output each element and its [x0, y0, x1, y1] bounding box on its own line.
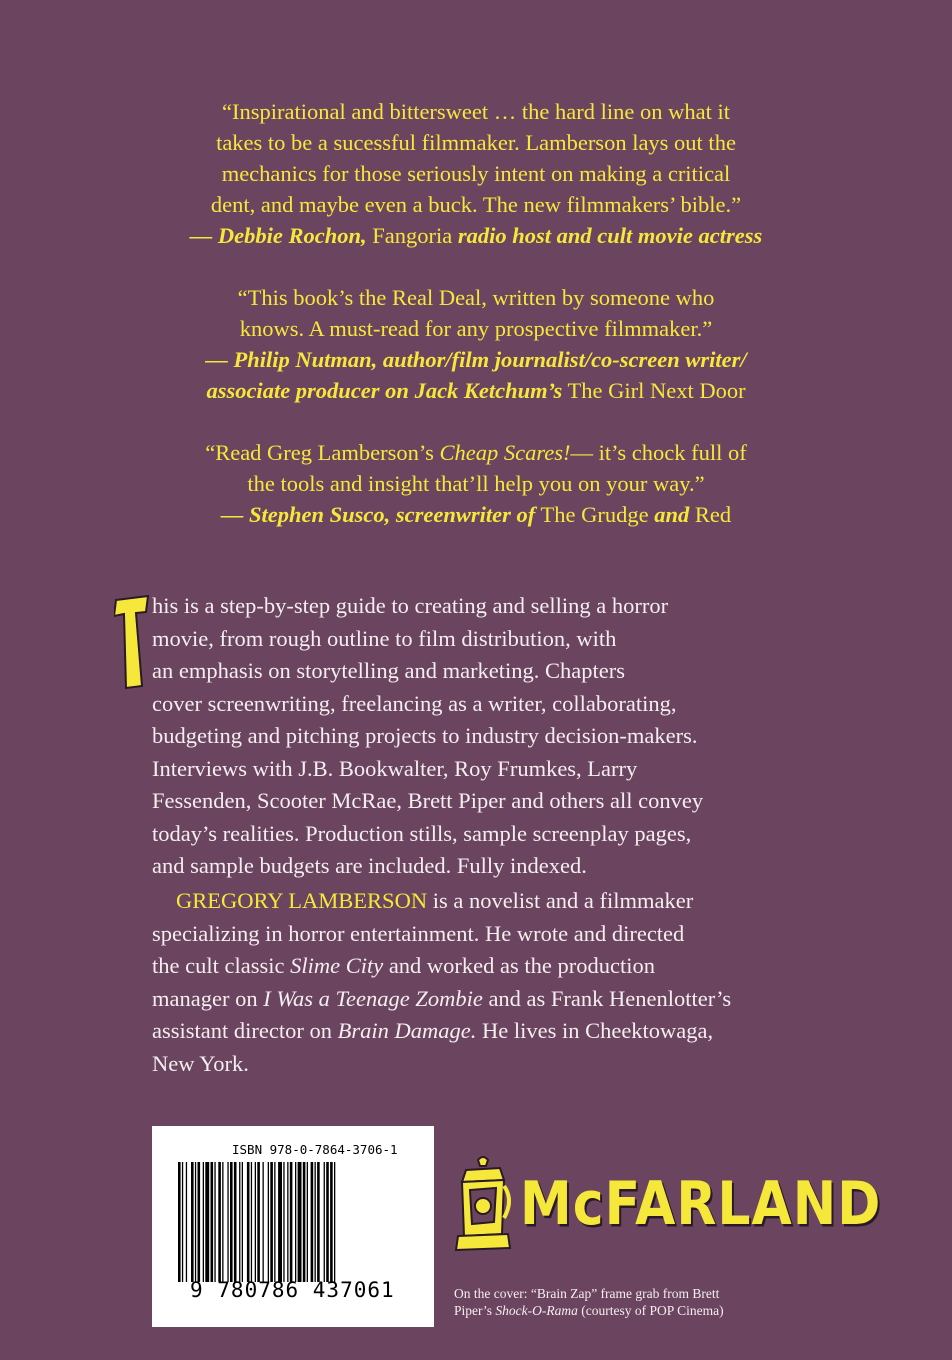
bio-text: the cult classic	[152, 953, 291, 978]
attr-role: associate producer on Jack Ketchum’s	[206, 378, 563, 403]
quote-line	[110, 437, 842, 468]
film-title: I Was a Teenage Zombie	[263, 985, 483, 1011]
caption-line: On the cover: “Brain Zap” frame grab from Brett	[454, 1286, 720, 1301]
dropcap-t-icon	[114, 594, 150, 690]
quote-line: mechanics for those seriously intent on making a critical	[221, 161, 731, 186]
desc-line: an emphasis on storytelling and marketing. Chapters	[152, 658, 626, 683]
quote-line: knows. A must-read for any prospective filmmaker.”	[239, 316, 713, 341]
bio-text: is a novelist and a filmmaker	[427, 888, 694, 913]
bio-text: assistant director on	[152, 1018, 338, 1043]
attr-title: Red	[689, 502, 732, 527]
isbn-label: ISBN 978-0-7864-3706-1	[232, 1142, 398, 1157]
bio-line	[152, 885, 842, 918]
caption-text: (courtesy of POP Cinema)	[577, 1303, 724, 1318]
quote-text: “Read Greg Lamberson’s	[205, 440, 440, 465]
bio-line: New York.	[152, 1050, 249, 1076]
publisher-logo: McFARLAND	[520, 1170, 882, 1239]
barcode-icon	[178, 1162, 410, 1282]
quote-attribution: — Philip Nutman, author/film journalist/co-screen writer/	[205, 347, 747, 372]
desc-line: cover screenwriting, freelancing as a writer, collaborating,	[152, 690, 677, 716]
author-bio	[152, 885, 842, 1080]
quote-attribution	[110, 499, 842, 530]
quote-line: “This book’s the Real Deal, written by someone who	[237, 285, 715, 310]
desc-line: budgeting and pitching projects to industry decision-makers.	[152, 723, 698, 748]
quote-line: “Inspirational and bittersweet … the hard line on what it	[222, 99, 730, 124]
bio-line	[152, 1015, 842, 1048]
quote-line: the tools and insight that’ll help you on your way.”	[247, 471, 705, 496]
desc-line: today’s realities. Production stills, sample screenplay pages,	[152, 820, 692, 846]
quote-line: dent, and maybe even a buck. The new filmmakers’ bible.”	[210, 192, 742, 217]
cover-caption	[454, 1285, 834, 1319]
quote-nutman	[110, 282, 842, 406]
quote-attribution	[110, 220, 842, 251]
bio-text: and worked as the production	[383, 953, 655, 978]
caption-line	[454, 1302, 834, 1319]
author-name: GREGORY LAMBERSON	[176, 888, 428, 913]
attr-name: — Debbie Rochon,	[189, 223, 367, 248]
lantern-icon	[452, 1156, 514, 1256]
quote-attribution	[110, 375, 842, 406]
attr-name: — Stephen Susco, screenwriter of	[220, 502, 536, 527]
attr-publication: Fangoria	[366, 223, 458, 248]
desc-line: his is a step-by-step guide to creating and selling a horror	[152, 593, 669, 618]
bio-line	[152, 950, 842, 983]
quote-line: takes to be a sucessful filmmaker. Lamberson lays out the	[216, 130, 736, 155]
desc-line: and sample budgets are included. Fully indexed.	[152, 853, 587, 878]
attr-title: The Grudge	[535, 502, 655, 527]
book-description	[152, 590, 802, 883]
barcode-number: 9 780786 437061	[190, 1278, 395, 1302]
bio-line	[152, 983, 842, 1016]
quote-susco	[110, 437, 842, 530]
attr-role: radio host and cult movie actress	[457, 223, 763, 248]
caption-text: Piper’s	[454, 1303, 496, 1318]
review-quotes	[110, 96, 842, 561]
film-title: Shock-O-Rama	[495, 1303, 578, 1318]
film-title: Brain Damage.	[337, 1018, 477, 1043]
quote-text: — it’s chock full of	[570, 440, 747, 465]
desc-line: movie, from rough outline to film distribution, with	[152, 625, 617, 651]
film-title: Slime City	[290, 953, 384, 978]
quote-rochon	[110, 96, 842, 251]
desc-line: Fessenden, Scooter McRae, Brett Piper and others all convey	[152, 788, 704, 813]
bio-line: specializing in horror entertainment. He wrote and directed	[152, 920, 685, 946]
book-title: Cheap Scares!	[439, 440, 571, 465]
bio-text: and as Frank Henenlotter’s	[482, 985, 732, 1011]
bio-text: manager on	[152, 985, 264, 1011]
attr-and: and	[654, 502, 690, 527]
bio-text: He lives in Cheektowaga,	[476, 1018, 714, 1043]
desc-line: Interviews with J.B. Bookwalter, Roy Frumkes, Larry	[152, 755, 638, 781]
barcode-panel	[152, 1126, 434, 1327]
attr-title: The Girl Next Door	[562, 378, 746, 403]
